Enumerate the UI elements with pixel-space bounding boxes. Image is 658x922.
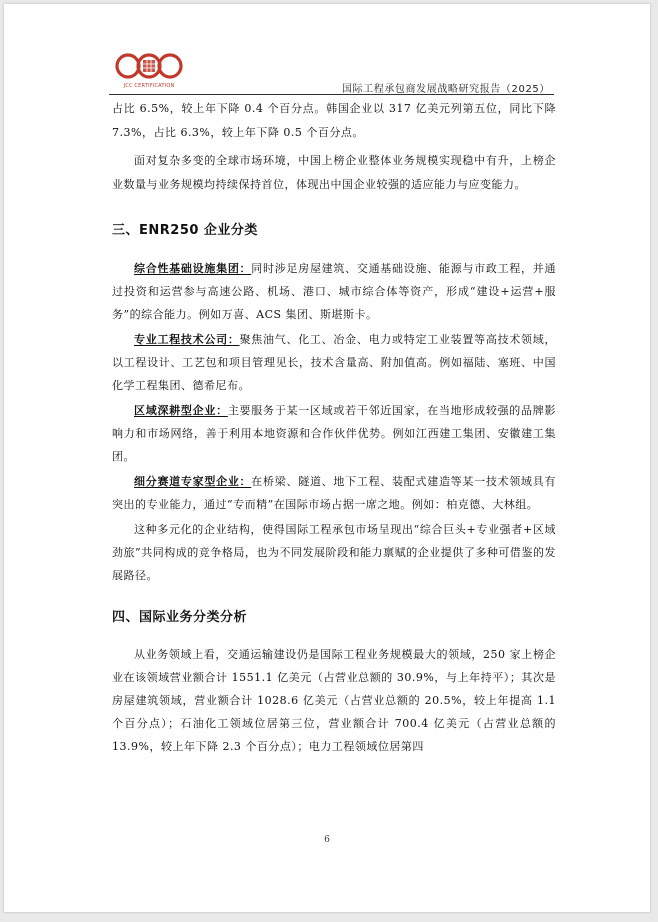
- category-description: 在桥梁、隧道、地下工程、装配式建造等某一技术领域具有突出的专业能力，通过“专而精”在国际市场占据一席之地。例如：柏克德、大林组。: [112, 475, 557, 511]
- running-header-title: 国际工程承包商发展战略研究报告（2025）: [341, 84, 550, 95]
- paragraph-continuation: 占比 6.5%，较上年下降 0.4 个百分点。韩国企业以 317 亿美元列第五位，同比下降 7.3%，占比 6.3%，较上年下降 0.5 个百分点。: [112, 102, 556, 139]
- header-divider: [109, 94, 554, 95]
- category-lead-label: 专业工程技术公司：: [134, 333, 240, 346]
- category-description: 同时涉足房屋建筑、交通基础设施、能源与市政工程，并通过投资和运营参与高速公路、机场、港口、城市综合体等资产，形成“建设+运营+服务”的综合能力。例如万喜、ACS 集团、斯堪斯卡。: [112, 262, 557, 321]
- category-lead-label: 细分赛道专家型企业：: [134, 475, 252, 488]
- category-description: 主要服务于某一区域或若干邻近国家，在当地形成较强的品牌影响力和市场网络，善于利用本地资源和合作伙伴优势。例如江西建工集团、安徽建工集团。: [112, 404, 556, 463]
- jcc-certification-logo: [114, 51, 184, 91]
- paragraph-business-fields: 从业务领域上看，交通运输建设仍是国际工程业务规模最大的领域，250 家上榜企业在该领域营业额合计 1551.1 亿美元（占营业总额的 30.9%，与上年持平）；其次是房屋建筑领域，营业额合计 1028.6 亿美元（占营业总额的 20.5%，较上年提高 1.1 个百分点）；石油化工领域位居第三位，营业额合计 700.4 亿美元（占营业总额的 13.9%，较上年下降 2.3 个百分点）；电力工程领域位居第四: [112, 648, 556, 753]
- paragraph-diversified-structure: 这种多元化的企业结构，使得国际工程承包市场呈现出“综合巨头+专业强者+区域劲旅”共同构成的竞争格局，也为不同发展阶段和能力禀赋的企业提供了多种可借鉴的发展路径。: [112, 523, 556, 582]
- page-body: [112, 97, 556, 758]
- category-integrated-infrastructure: [112, 257, 556, 326]
- logo-text: JCC CERTIFICATION: [123, 83, 175, 89]
- page-number: 6: [324, 835, 330, 845]
- category-lead-label: 区域深耕型企业：: [134, 404, 228, 417]
- category-lead-label: 综合性基础设施集团：: [134, 262, 252, 275]
- category-specialized-engineering: [112, 328, 556, 397]
- paragraph-market-summary: 面对复杂多变的全球市场环境，中国上榜企业整体业务规模实现稳中有升，上榜企业数量与业务规模均持续保持首位，体现出中国企业较强的适应能力与应变能力。: [112, 154, 556, 191]
- section-heading-business-classification: 四、国际业务分类分析: [112, 610, 248, 625]
- section-heading-enr250-classification: 三、ENR250 企业分类: [112, 223, 258, 238]
- category-description: 聚焦油气、化工、冶金、电力或特定工业装置等高技术领域，以工程设计、工艺包和项目管理见长，技术含量高、附加值高。例如福陆、塞班、中国化学工程集团、德希尼布。: [112, 333, 557, 392]
- logo-rings-icon: [114, 51, 184, 83]
- category-niche-specialist: [112, 470, 556, 516]
- document-page: [4, 4, 650, 912]
- category-regional-focused: [112, 399, 556, 468]
